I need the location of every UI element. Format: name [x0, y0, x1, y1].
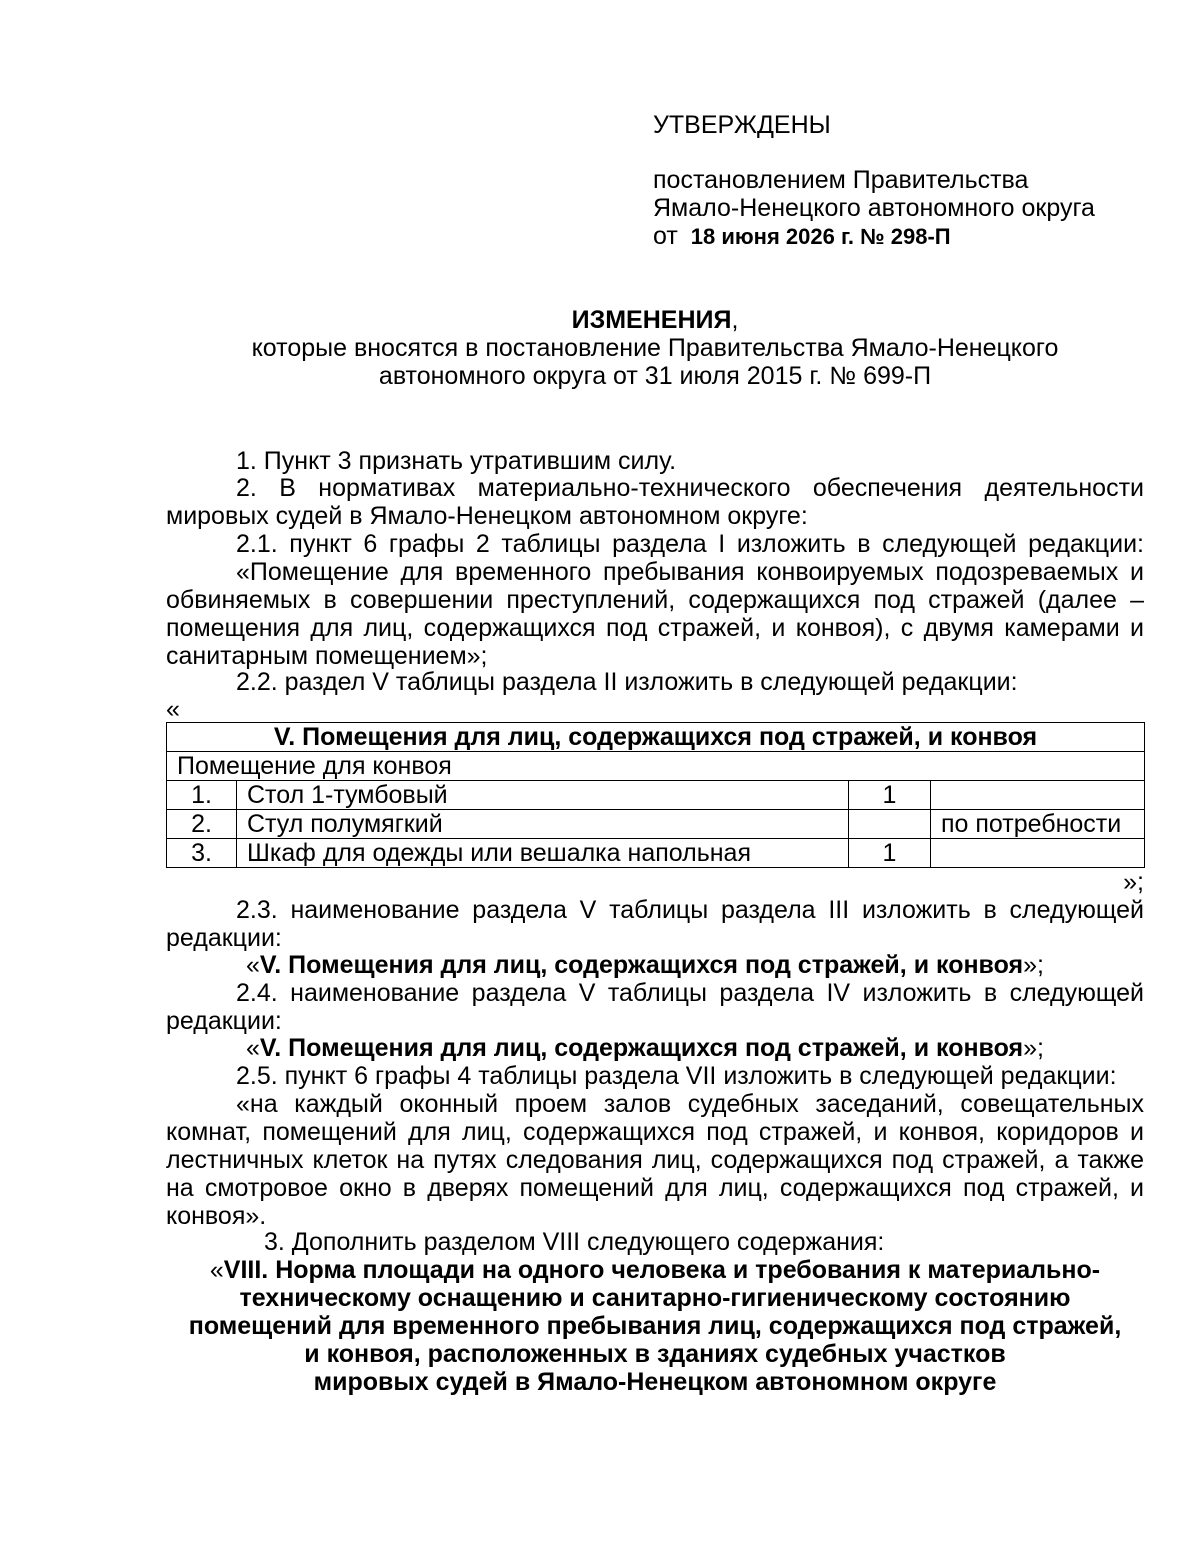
quote-2-5-line-3: лестничных клеток на путях следования лиц, содержащихся под стражей, а также [166, 1146, 1144, 1174]
approval-date-stamp: 18 июня 2026 г. № 298-П [690, 224, 951, 249]
row-quantity [849, 810, 931, 839]
quote-2-5-line-1: «на каждый оконный проем залов судебных заседаний, совещательных [236, 1090, 1144, 1118]
section-viii-heading [140, 1256, 1170, 1396]
quote-2-3 [246, 951, 1044, 979]
para-2-4-cont: редакции: [166, 1007, 282, 1035]
para-1: 1. Пункт 3 признать утратившим силу. [236, 447, 677, 475]
quote-2-5-line-4: на смотровое окно в дверях помещений для лиц, содержащихся под стражей, и [166, 1174, 1144, 1202]
para-2-cont: мировых судей в Ямало-Ненецком автономном округе: [166, 502, 808, 530]
section-viii-title-5: мировых судей в Ямало-Ненецком автономном округе [313, 1368, 997, 1396]
quote-1-line-2: обвиняемых в совершении преступлений, содержащихся под стражей (далее – [166, 586, 1144, 614]
table-row [167, 781, 1145, 810]
section-viii-line-3 [140, 1312, 1170, 1340]
section-viii-title-3: помещений для временного пребывания лиц, содержащихся под стражей, [188, 1312, 1122, 1340]
row-note: по потребности [931, 810, 1145, 839]
row-number: 2. [167, 810, 237, 839]
approval-date-prefix: от [653, 222, 678, 250]
row-quantity: 1 [849, 781, 931, 810]
row-note [931, 781, 1145, 810]
section-viii-line-4 [140, 1340, 1170, 1368]
quote-2-3-title: V. Помещения для лиц, содержащихся под стражей, и конвоя [259, 951, 1024, 979]
quote-2-5-line-2: комнат, помещений для лиц, содержащихся под стражей, и конвоя, коридоров и [166, 1118, 1144, 1146]
table-open-quote: « [166, 695, 180, 723]
document-heading [166, 306, 1144, 390]
para-3: 3. Дополнить разделом VIII следующего содержания: [264, 1228, 885, 1256]
approval-line-2: Ямало-Ненецкого автономного округа [653, 194, 1095, 222]
quote-2-4 [246, 1034, 1044, 1062]
approval-title: УТВЕРЖДЕНЫ [653, 111, 831, 139]
heading-title: ИЗМЕНЕНИЯ [571, 306, 732, 334]
quote-1-line-4: санитарным помещением»; [166, 642, 488, 670]
section-viii-line-5 [140, 1368, 1170, 1396]
table-subheader: Помещение для конвоя [167, 752, 1145, 781]
section-viii-title-1: VIII. Норма площади на одного человека и требования к материально- [223, 1256, 1101, 1284]
table-subheader-row [167, 752, 1145, 781]
quote-open: « [246, 951, 260, 979]
table-row [167, 839, 1145, 868]
para-2-3-cont: редакции: [166, 924, 282, 952]
table-row [167, 810, 1145, 839]
heading-title-comma: , [731, 306, 739, 334]
quote-open: « [246, 1034, 260, 1062]
heading-line-1: которые вносятся в постановление Правительства Ямало-Ненецкого [251, 334, 1059, 362]
quote-close: »; [1023, 951, 1044, 979]
para-2-3: 2.3. наименование раздела V таблицы раздела III изложить в следующей [236, 896, 1144, 924]
table-close-quote: »; [1123, 868, 1144, 896]
row-quantity: 1 [849, 839, 931, 868]
para-2-5: 2.5. пункт 6 графы 4 таблицы раздела VII изложить в следующей редакции: [236, 1062, 1117, 1090]
quote-close: »; [1023, 1034, 1044, 1062]
heading-title-line [166, 306, 1144, 334]
quote-2-4-title: V. Помещения для лиц, содержащихся под стражей, и конвоя [259, 1034, 1024, 1062]
approval-line-3 [653, 222, 1173, 251]
table-header: V. Помещения для лиц, содержащихся под стражей, и конвоя [167, 723, 1145, 752]
section-viii-line-2 [140, 1284, 1170, 1312]
row-number: 3. [167, 839, 237, 868]
quote-1-line-3: помещения для лиц, содержащихся под стражей, и конвоя), с двумя камерами и [166, 614, 1144, 642]
para-2: 2. В нормативах материально-технического обеспечения деятельности [236, 474, 1144, 502]
approval-block [653, 111, 1173, 251]
row-name: Стул полумягкий [237, 810, 849, 839]
para-2-2: 2.2. раздел V таблицы раздела II изложить в следующей редакции: [236, 668, 1018, 696]
heading-line-2: автономного округа от 31 июля 2015 г. № 699-П [378, 362, 932, 390]
row-name: Стол 1-тумбовый [237, 781, 849, 810]
section-viii-line-1 [140, 1256, 1170, 1284]
row-number: 1. [167, 781, 237, 810]
quote-2-5-line-5: конвоя». [166, 1202, 267, 1230]
section-viii-title-4: и конвоя, расположенных в зданиях судебных участков [304, 1340, 1006, 1368]
row-note [931, 839, 1145, 868]
section-viii-title-2: техническому оснащению и санитарно-гигиеническому состоянию [239, 1284, 1071, 1312]
approval-line-1: постановлением Правительства [653, 166, 1029, 194]
row-name: Шкаф для одежды или вешалка напольная [237, 839, 849, 868]
table-header-row [167, 723, 1145, 752]
para-2-4: 2.4. наименование раздела V таблицы раздела IV изложить в следующей [236, 979, 1144, 1007]
section-v-table [166, 722, 1145, 868]
para-2-1: 2.1. пункт 6 графы 2 таблицы раздела I изложить в следующей редакции: [236, 530, 1144, 558]
quote-open: « [209, 1256, 224, 1284]
quote-1-line-1: «Помещение для временного пребывания конвоируемых подозреваемых и [236, 558, 1144, 586]
